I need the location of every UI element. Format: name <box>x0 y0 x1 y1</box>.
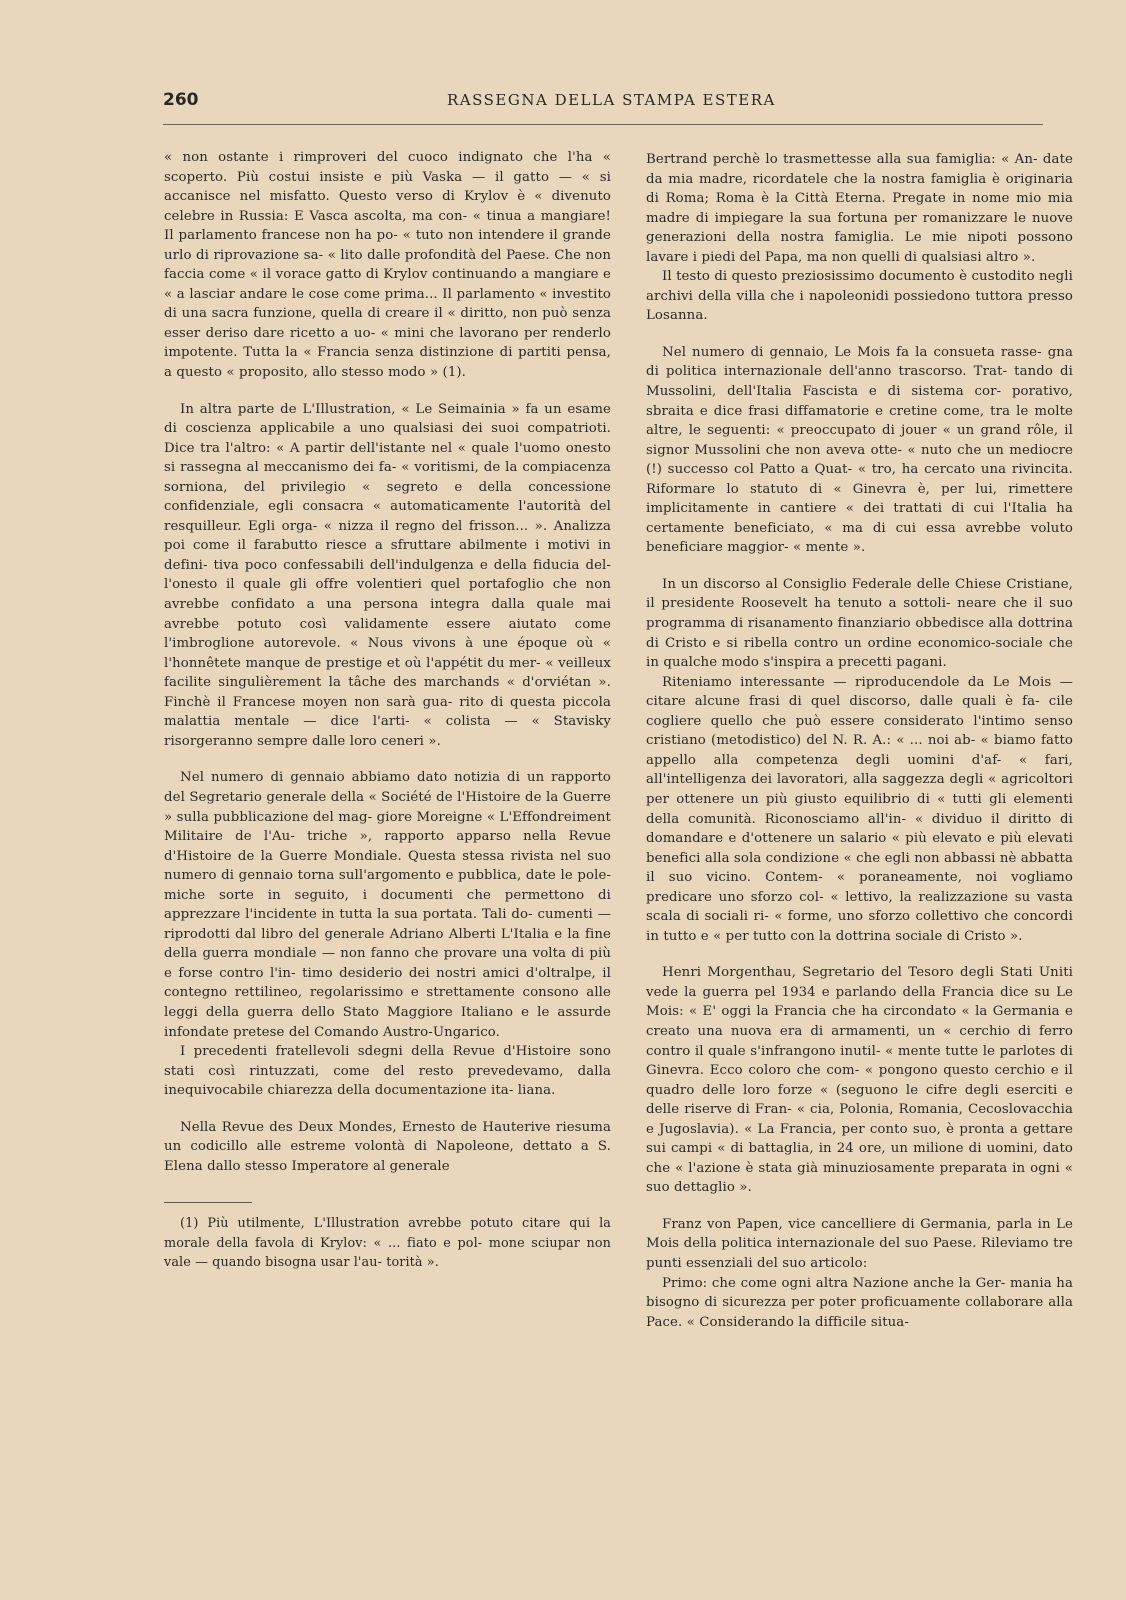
paragraph: Il testo di questo preziosissimo documento è custodito negli archivi della villa che i napoleonidi possiedono tuttora presso Losanna. <box>646 269 1073 324</box>
paragraph: Nel numero di gennaio abbiamo dato notizia di un rapporto del Segretario generale della « Société de l'Histoire de la Guerre » sulla pubblicazione del mag- giore Moreigne « L'Effondreiment Militaire de l'Au- triche », rapporto apparso nella Revue d'Histoire de la Guerre Mondiale. Questa stessa rivista nel suo numero di gennaio torna sull'argomento e pubblica, date le pole- miche sorte in seguito, i documenti che permettono di apprezzare l'incidente in tutta la sua portata. Tali do- cumenti — riprodotti dal libro del generale Adriano Alberti L'Italia e la fine della guerra mondiale — non fanno che provare una volta di più e forse contro l'in- timo desiderio dei nostri amici d'oltralpe, il contegno rettilineo, regolarissimo e strettamente consono alle leggi della guerra dello Stato Maggiore Italiano e le assurde infondate pretese del Comando Austro-Ungarico. <box>164 770 611 1040</box>
paragraph: Primo: che come ogni altra Nazione anche la Ger- mania ha bisogno di sicurezza per poter proficuamente collaborare alla Pace. « Considerando la difficile situa- <box>646 1275 1073 1330</box>
paragraph: In un discorso al Consiglio Federale delle Chiese Cristiane, il presidente Roosevelt ha tenuto a sottoli- neare che il suo programma di risanamento finanziario obbedisce alla dottrina di Cristo e si ribella contro un ordine economico-sociale che in qualche modo s'inspira a precetti pagani. <box>646 576 1073 671</box>
footnote: (1) Più utilmente, L'Illustration avrebbe potuto citare qui la morale della favola di Krylov: « ... fiato e pol- mone sciupar non vale — quando bisogna usar l'au- torità ». <box>164 1216 611 1270</box>
paragraph: Franz von Papen, vice cancelliere di Germania, parla in Le Mois della politica internazionale del suo Paese. Rileviamo tre punti essenziali del suo articolo: <box>646 1216 1073 1271</box>
running-head: RASSEGNA DELLA STAMPA ESTERA <box>447 91 776 109</box>
footnote-rule <box>164 1202 252 1203</box>
paragraph: Nel numero di gennaio, Le Mois fa la consueta rasse- gna di politica internazionale dell'anno trascorso. Trat- tando di Mussolini, dell'Italia Fascista e di sistema cor- porativo, sbraita e dice frasi diffamatorie e cretine come, tra le molte altre, le seguenti: « preoccupato di jouer « un grand rôle, il signor Mussolini che non aveva otte- « nuto che un mediocre (!) successo col Patto a Quat- « tro, ha cercato una rivincita. Riformare lo statuto di « Ginevra è, per lui, rimettere implicitamente in cantiere « dei trattati di cui l'Italia ha certamente beneficiato, « ma di cui essa avrebbe voluto beneficiare maggior- « mente ». <box>646 344 1073 556</box>
paragraph: « non ostante i rimproveri del cuoco indignato che l'ha « scoperto. Più costui insiste e più Vaska — il gatto — « si accanisce nel misfatto. Questo verso di Krylov è « divenuto celebre in Russia: E Vasca ascolta, ma con- « tinua a mangiare! Il parlamento francese non ha po- « tuto non intendere il grande urlo di riprovazione sa- « lito dalle profondità del Paese. Che non faccia come « il vorace gatto di Krylov continuando a mangiare e « a lasciar andare le cose come prima... Il parlamento « investito di una sacra funzione, quella di creare il « diritto, non può senza esser deriso dare ricetto a uo- « mini che lavorano per renderlo impotente. Tutta la « Francia senza distinzione di partiti pensa, a questo « proposito, allo stesso modo » (1). <box>164 150 611 381</box>
paragraph: In altra parte de L'Illustration, « Le Seimainia » fa un esame di coscienza applicabile a uno qualsiasi dei suoi compatrioti. Dice tra l'altro: « A partir dell'istante nel « quale l'uomo onesto si rassegna al meccanismo dei fa- « voritismi, de la compiacenza sorniona, del privilegio « segreto e della concessione confidenziale, egli consacra « automaticamente l'autorità del resquilleur. Egli orga- « nizza il regno del frisson... ». Analizza poi come il farabutto riesce a sfruttare abilmente i motivi in defini- tiva poco confessabili dell'indulgenza e della fiducia del- l'onesto il quale gli offre volentieri quel portafoglio che non avrebbe confidato a una persona integra dalla quale mai avrebbe potuto così validamente essere aiutato come l'imbroglione autorevole. « Nous vivons à une époque où « l'honnêtete manque de prestige et où l'appétit du mer- « veilleux facilite singulièrement la tâche des marchands « d'orviétan ». Finchè il Francese moyen non sarà gua- rito di questa piccola malattia mentale — dice l'arti- « colista — « Stavisky risorgeranno sempre dalle loro ceneri ». <box>164 401 611 749</box>
paragraph: Nella Revue des Deux Mondes, Ernesto de Hauterive riesuma un codicillo alle estreme volontà di Napoleone, dettato a S. Elena dallo stesso Imperatore al generale <box>164 1119 611 1174</box>
left-column <box>164 148 611 1272</box>
page-header <box>163 88 1043 118</box>
page-number: 260 <box>163 90 199 110</box>
paragraph: Riteniamo interessante — riproducendole da Le Mois — citare alcune frasi di quel discorso, dalle quali è fa- cile cogliere quello che può essere considerato l'intimo senso cristiano (metodistico) del N. R. A.: « ... noi ab- « biamo fatto appello alla competenza degli uomini d'af- « fari, all'intelligenza dei lavoratori, alla saggezza degli « agricoltori per ottenere un più giusto equilibrio di « tutti gli elementi della comunità. Riconosciamo all'in- « dividuo il diritto di domandare e d'ottenere un salario « più elevato e più elevati benefici alla sola condizione « che egli non abbassi nè abbatta il suo vicino. Contem- « poraneamente, noi vogliamo predicare uno sforzo col- « lettivo, la realizzazione su vasta scala di sociali ri- « forme, uno sforzo collettivo che concordi in tutto e « per tutto con la dottrina sociale di Cristo ». <box>646 674 1073 944</box>
paragraph: I precedenti fratellevoli sdegni della Revue d'Histoire sono stati così rintuzzati, come del resto prevedevamo, dalla inequivocabile chiarezza della documentazione ita- liana. <box>164 1044 611 1099</box>
paragraph: Henri Morgenthau, Segretario del Tesoro degli Stati Uniti vede la guerra pel 1934 e parlando della Francia dice su Le Mois: « E' oggi la Francia che ha circondato « la Germania e creato una nuova era di armamenti, un « cerchio di ferro contro il quale s'infrangono inutil- « mente tutte le parlotes di Ginevra. Ecco coloro che com- « pongono questo cerchio e il quadro delle loro forze « (seguono le cifre degli eserciti e delle riserve di Fran- « cia, Polonia, Romania, Cecoslovacchia e Jugoslavia). « La Francia, per conto suo, è pronta a gettare sui campi « di battaglia, in 24 ore, un milione di uomini, dato che « l'azione è stata già minuziosamente preparata in ogni « suo dettaglio ». <box>646 965 1073 1196</box>
paragraph: Bertrand perchè lo trasmettesse alla sua famiglia: « An- date da mia madre, ricordatele che la nostra famiglia è originaria di Roma; Roma è la Città Eterna. Pregate in nome mio mia madre di impiegare la sua fortuna per romanizzare le nuove generazioni della nostra famiglia. Le mie nipoti possono lavare i piedi del Papa, ma non quelli di qualsiasi altro ». <box>646 152 1073 265</box>
header-rule <box>163 124 1043 125</box>
right-column <box>646 150 1073 1332</box>
